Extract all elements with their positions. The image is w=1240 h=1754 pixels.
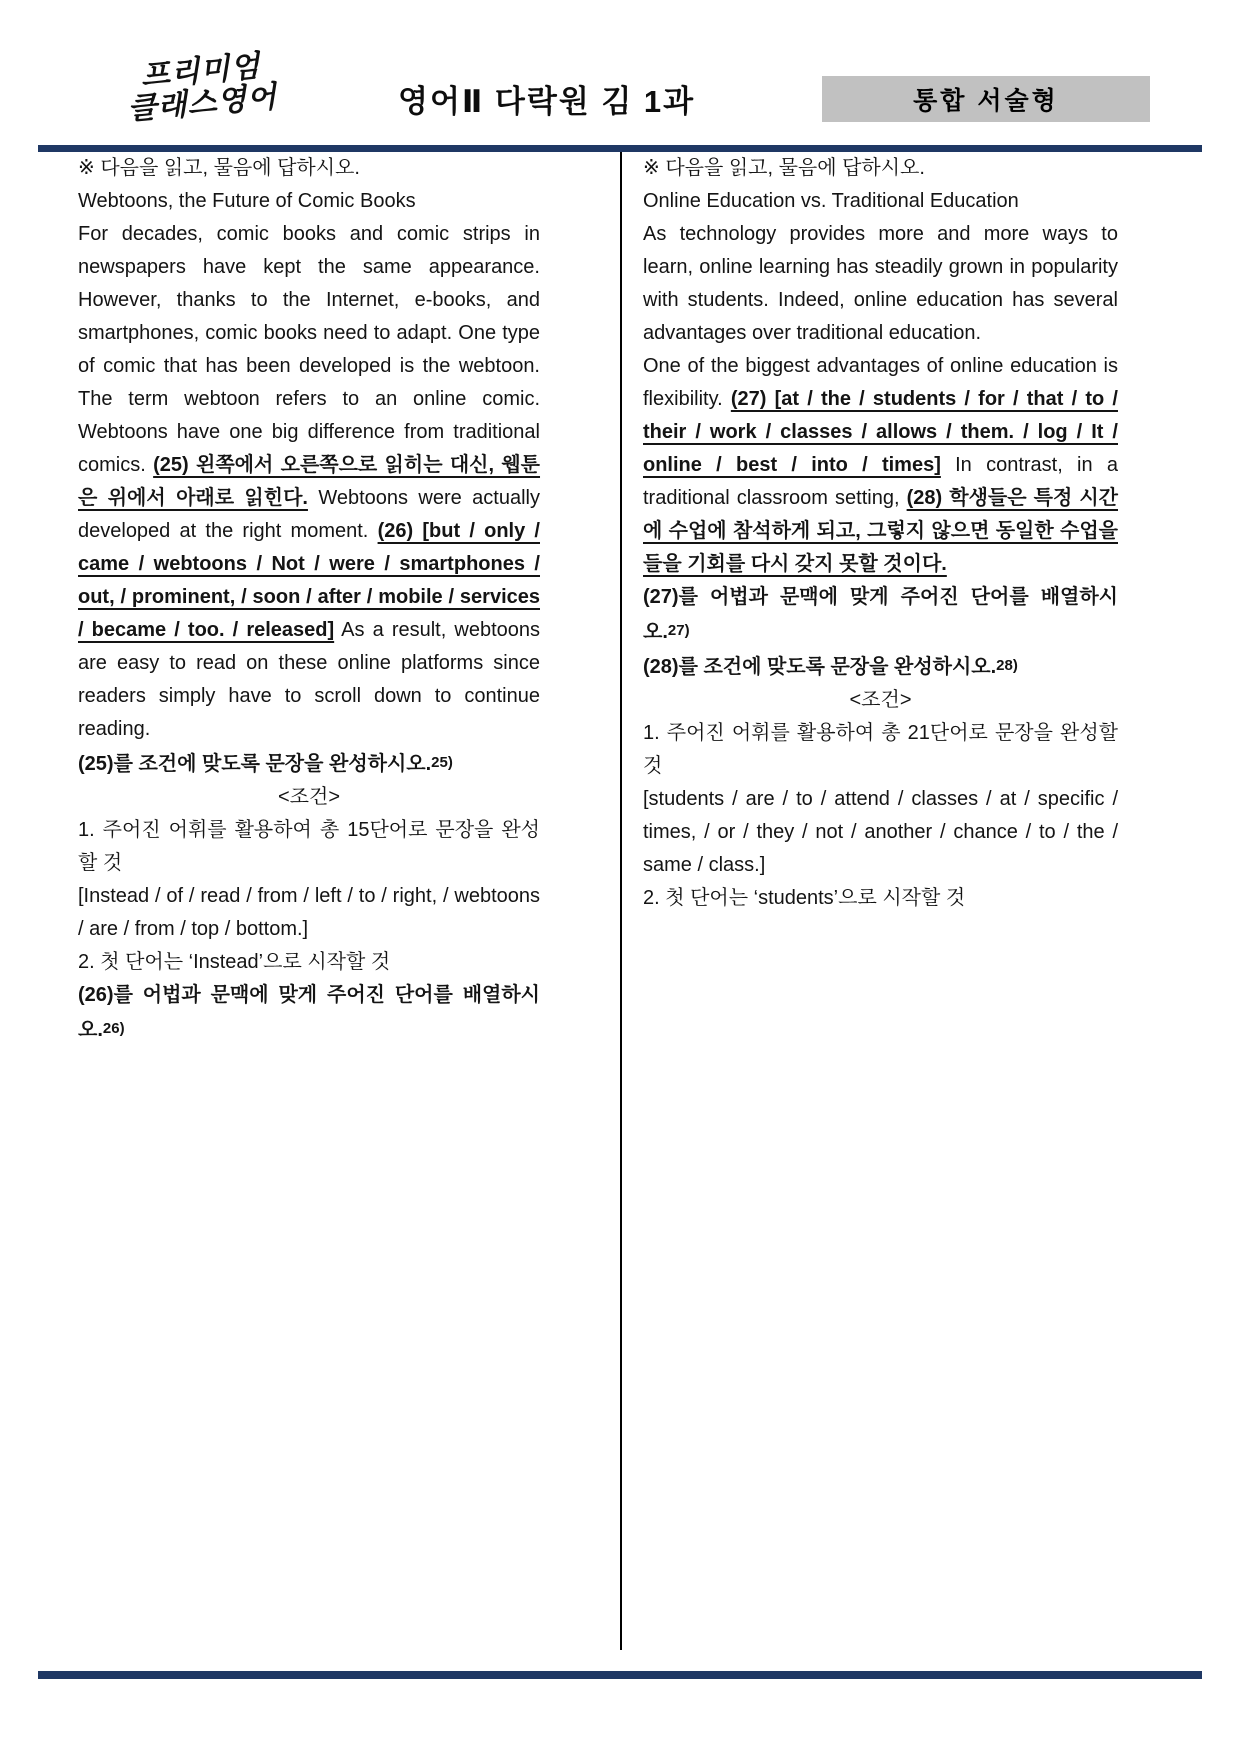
- right-condition-title: <조건>: [849, 689, 912, 711]
- footer-rule: [38, 1671, 1202, 1679]
- right-passage-seg2: In contrast, in a traditional classroom setting,: [643, 454, 1119, 509]
- right-word-bank: [students / are / to / attend / classes / at / specific / times, / or / they / not / another / chance / to / the / same / class.]: [643, 788, 1118, 876]
- left-passage-title: Webtoons, the Future of Comic Books: [78, 190, 416, 212]
- question-27-prompt: [643, 581, 1118, 649]
- left-word-bank: [Instead / of / read / from / left / to / right, / webtoons / are / from / top / bottom.]: [78, 885, 540, 940]
- brand-logo-line1: 프리미엄: [139, 49, 262, 94]
- right-passage-seg1: One of the biggest advantages of online education is flexibility.: [643, 355, 1118, 410]
- left-condition-item-1: 1. 주어진 어휘를 활용하여 총 15단어로 문장을 완성할 것: [78, 819, 540, 874]
- right-passage-p1: As technology provides more and more ways to learn, online learning has steadily grown in popularity with students. Indeed, online education has several advantages over traditional education.: [643, 223, 1118, 344]
- left-passage-seg2: Webtoons were actually developed at the right moment.: [78, 487, 540, 542]
- question-26-prompt: [78, 979, 540, 1047]
- right-column: [643, 152, 1118, 915]
- left-passage-underline-25: (25) 왼쪽에서 오른쪽으로 읽히는 대신, 웹툰은 위에서 아래로 읽힌다.: [78, 454, 541, 509]
- left-passage-underline-26: (26) [but / only / came / webtoons / Not / were / smartphones / out, / prominent, / soon / after / mobile / services / became / too. / released]: [78, 520, 540, 641]
- brand-logo-line2: 클래스영어: [126, 80, 279, 127]
- right-condition-item-1: 1. 주어진 어휘를 활용하여 총 21단어로 문장을 완성할 것: [643, 722, 1118, 777]
- left-column: [78, 152, 540, 1047]
- right-passage-p2: [643, 350, 1118, 581]
- question-28-footnote: 28): [996, 657, 1018, 674]
- question-25-footnote: 25): [431, 754, 453, 771]
- question-27-footnote: 27): [667, 622, 690, 639]
- column-divider: [620, 152, 622, 1650]
- right-passage-underline-27: (27) [at / the / students / for / that / to / their / work / classes / allows / them. / log / It / online / best / into / times]: [643, 388, 1118, 476]
- question-28-prompt: [643, 649, 1118, 684]
- right-instruction: ※ 다음을 읽고, 물음에 답하시오.: [643, 157, 925, 179]
- left-passage: [78, 218, 540, 746]
- right-passage-title: Online Education vs. Traditional Education: [643, 190, 1019, 212]
- left-condition-item-2: 2. 첫 단어는 ‘Instead’으로 시작할 것: [78, 951, 391, 973]
- left-condition-title: <조건>: [278, 786, 340, 808]
- question-25-prompt: [78, 746, 540, 781]
- question-26-footnote: 26): [102, 1020, 125, 1037]
- question-28-text: (28)를 조건에 맞도록 문장을 완성하시오.: [643, 656, 997, 678]
- question-25-text: (25)를 조건에 맞도록 문장을 완성하시오.: [78, 753, 432, 775]
- left-passage-seg3: As a result, webtoons are easy to read on these online platforms since readers simply have to scroll down to continue reading.: [78, 619, 540, 740]
- brand-logo: [123, 50, 278, 127]
- document-title: 영어Ⅱ 다락원 김 1과: [398, 84, 696, 119]
- header-rule: [38, 145, 1202, 152]
- right-condition-item-2: 2. 첫 단어는 ‘students’으로 시작할 것: [643, 887, 966, 909]
- right-passage-underline-28: (28) 학생들은 특정 시간에 수업에 참석하게 되고, 그렇지 않으면 동일한 수업을 들을 기회를 다시 갖지 못할 것이다.: [643, 487, 1118, 575]
- question-27-text: (27)를 어법과 문맥에 맞게 주어진 단어를 배열하시오.: [643, 586, 1118, 643]
- left-passage-seg1: For decades, comic books and comic strips in newspapers have kept the same appearance. However, thanks to the Internet, e-books, and smartphones, comic books need to adapt. One type of comic that has been developed is the webtoon. The term webtoon refers to an online comic. Webtoons have one big difference from traditional comics.: [78, 223, 540, 476]
- left-instruction: ※ 다음을 읽고, 물음에 답하시오.: [78, 157, 360, 179]
- category-badge: 통합 서술형: [822, 76, 1150, 122]
- question-26-text: (26)를 어법과 문맥에 맞게 주어진 단어를 배열하시오.: [78, 984, 540, 1041]
